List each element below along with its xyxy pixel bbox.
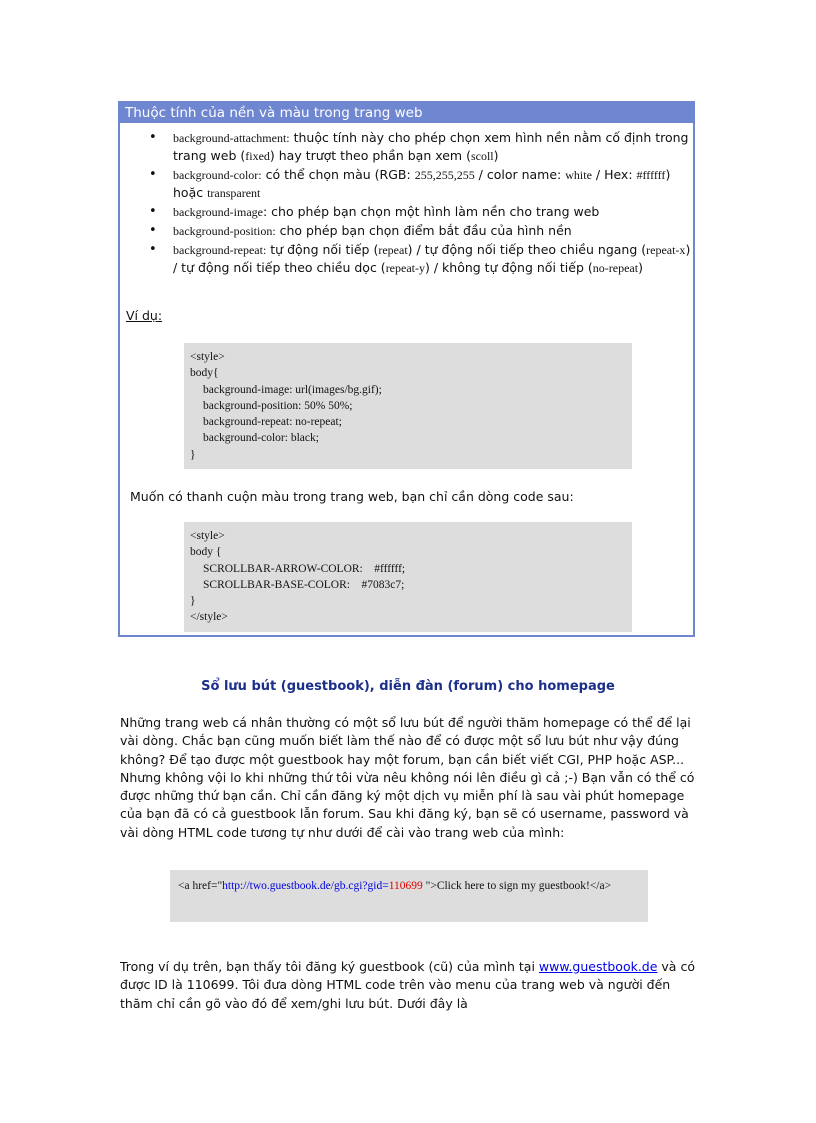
code-block-scrollbar: <style> body { SCROLLBAR-ARROW-COLOR: #ffffff; SCROLLBAR-BASE-COLOR: #7083c7; } </style> bbox=[184, 522, 632, 632]
property-list bbox=[120, 129, 693, 277]
list-item: • background-image: cho phép bạn chọn một hình làm nền cho trang web bbox=[173, 203, 693, 221]
list-item: • background-color: có thể chọn màu (RGB: 255,255,255 / color name: white / Hex: #ffffff) hoặc transparent bbox=[173, 166, 693, 202]
list-item: • background-position: cho phép bạn chọn điểm bắt đầu của hình nền bbox=[173, 222, 693, 240]
guestbook-paragraph: Những trang web cá nhân thường có một sổ lưu bút để người thăm homepage có thể để lại vài dòng. Chắc bạn cũng muốn biết làm thế nào để có được một sổ lưu bút như vậy đúng không? Để tạo được một guestbook hay một forum, bạn cần biết viết CGI, PHP hoặc ASP... Nhưng không vội lo khi những thứ tôi vừa nêu không nói lên điều gì cả ;-) Bạn vẫn có thể có được những thứ bạn cần. Chỉ cần đăng ký một dịch vụ miễn phí là sau vài phút homepage của bạn đã có cả guestbook lẫn forum. Sau khi đăng ký, bạn sẽ có username, password và vài dòng HTML code tương tự như dưới để cài vào trang web của mình: bbox=[120, 715, 695, 840]
code-block-guestbook: <a href="http://two.guestbook.de/gb.cgi?gid=110699 ">Click here to sign my guestbook!</a> bbox=[170, 870, 648, 922]
example-label: Ví dụ: bbox=[126, 308, 163, 323]
section-title: Sổ lưu bút (guestbook), diễn đàn (forum) cho homepage bbox=[201, 679, 615, 694]
list-item: • background-attachment: thuộc tính này cho phép chọn xem hình nền nằm cố định trong trang web (fixed) hay trượt theo phần bạn xem (scoll) bbox=[173, 129, 693, 165]
scrollbar-intro-text: Muốn có thanh cuộn màu trong trang web, bạn chỉ cần dòng code sau: bbox=[130, 489, 574, 504]
css-properties-box bbox=[118, 101, 695, 637]
guestbook-link[interactable]: www.guestbook.de bbox=[538, 959, 658, 974]
example-paragraph: Trong ví dụ trên, bạn thấy tôi đăng ký guestbook (cũ) của mình tại www.guestbook.de và có được ID là 110699. Tôi đưa dòng HTML code trên vào menu của trang web và người đến thăm chỉ cần gõ vào đó để xem/ghi lưu bút. Dưới đây là bbox=[120, 959, 695, 1011]
code-block-background: <style> body{ background-image: url(images/bg.gif); background-position: 50% 50%; background-repeat: no-repeat; background-color: black; } bbox=[184, 343, 632, 469]
list-item: • background-repeat: tự động nối tiếp (repeat) / tự động nối tiếp theo chiều ngang (repeat-x) / tự động nối tiếp theo chiều dọc (repeat-y) / không tự động nối tiếp (no-repeat) bbox=[173, 241, 693, 277]
box-header: Thuộc tính của nền và màu trong trang web bbox=[120, 103, 693, 123]
